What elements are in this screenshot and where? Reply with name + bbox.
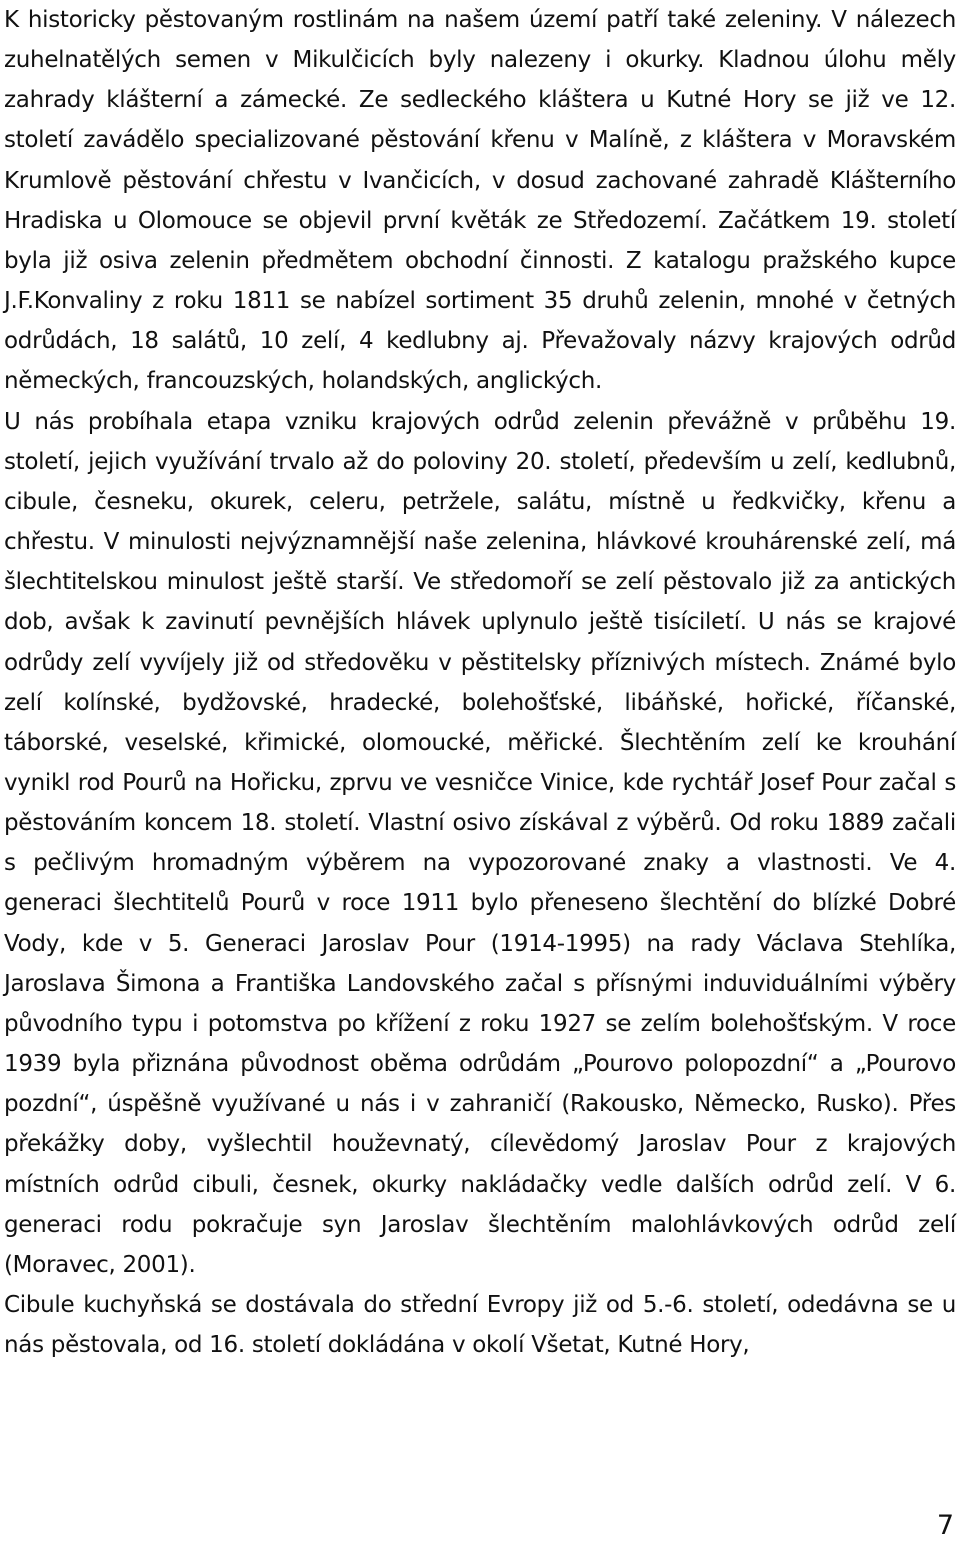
paragraph-history-vegetables: K historicky pěstovaným rostlinám na našem území patří také zeleniny. V nálezech zuhelnatělých semen v Mikulčicích byly nalezeny i okurky. Kladnou úlohu měly zahrady klášterní a zámecké. Ze sedleckého kláštera u Kutné Hory se již ve 12. století zavádělo specializované pěstování křenu v Malíně, z kláštera v Moravském Krumlově pěstování chřestu v Ivančicích, v dosud zachované zahradě Klášterního Hradiska u Olomouce se objevil první květák ze Středozemí. Začátkem 19. století byla již osiva zelenin předmětem obchodní činnosti. Z katalogu pražského kupce J.F.Konvaliny z roku 1811 se nabízel sortiment 35 druhů zelenin, mnohé v četných odrůdách, 18 salátů, 10 zelí, 4 kedlubny aj. Převažovaly názvy krajových odrůd německých, francouzských, holandských, anglických.	[4, 7, 956, 395]
paragraph-local-varieties: U nás probíhala etapa vzniku krajových odrůd zelenin převážně v průběhu 19. století, jejich využívání trvalo až do poloviny 20. století, především u zelí, kedlubnů, cibule, česneku, okurek, celeru, petržele, salátu, místně u ředkvičky, křenu a chřestu. V minulosti nejvýznamnější naše zelenina, hlávkové krouhárenské zelí, má šlechtitelskou minulost ještě starší. Ve středomoří se zelí pěstovalo již za antických dob, avšak k zavinutí pevnějších hlávek uplynulo ještě tisíciletí. U nás se krajové odrůdy zelí vyvíjely již od středověku v pěstitelsky příznivých místech. Známé bylo zelí kolínské, bydžovské, hradecké, bolehošťské, libáňské, hořické, říčanské, táborské, veselské, křimické, olomoucké, měřické. Šlechtěním zelí ke krouhání vynikl rod Pourů na Hořicku, zprvu ve vesničce Vinice, kde rychtář Josef Pour začal s pěstováním koncem 18. století. Vlastní osivo získával z výběrů. Od roku 1889 začali s pečlivým hromadným výběrem na vypozorované znaky a vlastnosti. Ve 4. generaci šlechtitelů Pourů v roce 1911 bylo přeneseno šlechtění do blízké Dobré Vody, kde v 5. Generaci Jaroslav Pour (1914-1995) na rady Václava Stehlíka, Jaroslava Šimona a Františka Landovského začal s přísnými induviduálními výběry původního typu i potomstva po křížení z roku 1927 se zelím bolehošťským. V roce 1939 byla přiznána původnost oběma odrůdám „Pourovo polopozdní“ a „Pourovo pozdní“, úspěšně využívané u nás i v zahraničí (Rakousko, Německo, Rusko). Přes překážky doby, vyšlechtil houževnatý, cílevědomý Jaroslav Pour z krajových místních odrůd cibuli, česnek, okurky nakládačky vedle dalších odrůd zelí. V 6. generaci rodu pokračuje syn Jaroslav šlechtěním malohlávkových odrůd zelí (Moravec, 2001).	[4, 408, 956, 1278]
paragraph-onion: Cibule kuchyňská se dostávala do střední Evropy již od 5.-6. století, odedávna se u nás pěstovala, od 16. století dokládána v okolí Všetat, Kutné Hory,	[4, 1292, 956, 1359]
page-number: 7	[936, 1510, 954, 1541]
document-body	[4, 0, 956, 1365]
